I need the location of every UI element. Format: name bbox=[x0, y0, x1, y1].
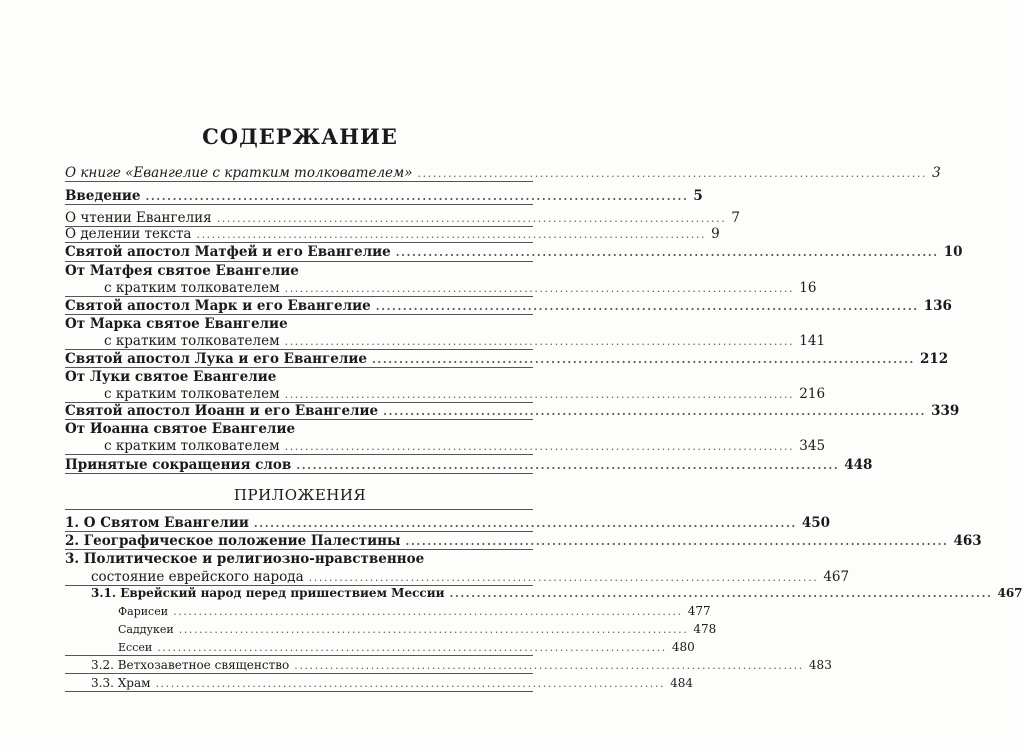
toc-entry-text: Святой апостол Иоанн и его Евангелие bbox=[65, 403, 379, 419]
appendix-entry[interactable]: 2. Географическое положение Палестины .................................................................................................... 463 bbox=[65, 533, 982, 549]
toc-entry-text: Святой апостол Марк и его Евангелие bbox=[65, 298, 371, 314]
appendix-entry-page: 483 bbox=[808, 658, 832, 672]
appendix-entry-page: 478 bbox=[693, 622, 717, 636]
toc-entry[interactable]: Святой апостол Матфей и его Евангелие .................................................................................................... 10 bbox=[65, 244, 963, 260]
appendix-entry-line1[interactable]: 3. Политическое и религиозно-нравственное bbox=[65, 551, 425, 567]
appendix-entry-page: 467 bbox=[997, 586, 1023, 600]
appendix-entry-page: 484 bbox=[670, 676, 694, 690]
appendix-entry[interactable]: Саддукеи .................................................................................................... 478 bbox=[118, 620, 483, 638]
toc-entry-text: О делении текста bbox=[65, 226, 192, 242]
toc-entry[interactable]: Принятые сокращения слов .................................................................................................... 448 bbox=[65, 457, 873, 473]
divider bbox=[65, 509, 533, 510]
appendix-entry-text: 3.3. Храм bbox=[91, 676, 151, 690]
appendix-entry-text: 3.1. Еврейский народ перед пришествием Мессии bbox=[91, 586, 445, 600]
contents-title: СОДЕРЖАНИЕ bbox=[202, 124, 398, 149]
appendix-entry[interactable]: 3.2. Ветхозаветное священство .................................................................................................... 483 bbox=[91, 658, 832, 672]
appendix-entry-text: Ессеи bbox=[118, 641, 153, 654]
toc-entry-page: 16 bbox=[799, 280, 817, 296]
toc-entry-text: О чтении Евангелия bbox=[65, 210, 212, 226]
toc-entry-text: с кратким толкователем bbox=[104, 333, 280, 349]
toc-entry[interactable]: с кратким толкователем .................................................................................................... 16 bbox=[104, 280, 817, 296]
toc-entry-line1[interactable]: От Матфея святое Евангелие bbox=[65, 263, 299, 279]
toc-entry-page: 345 bbox=[799, 438, 826, 454]
appendix-entry-text: 3.2. Ветхозаветное священство bbox=[91, 658, 290, 672]
appendix-entry[interactable]: 1. О Святом Евангелии .................................................................................................... 450 bbox=[65, 515, 831, 531]
toc-entry[interactable]: с кратким толкователем .................................................................................................... 141 bbox=[104, 333, 826, 349]
appendix-entry-text: состояние еврейского народа bbox=[91, 569, 304, 585]
toc-entry-page: 5 bbox=[693, 188, 703, 204]
appendix-entry-text: 1. О Святом Евангелии bbox=[65, 515, 249, 531]
appendix-entry-text: Саддукеи bbox=[118, 623, 174, 636]
toc-entry[interactable]: Святой апостол Лука и его Евангелие .................................................................................................... 212 bbox=[65, 351, 949, 367]
toc-entry-page: 10 bbox=[943, 244, 963, 260]
divider bbox=[65, 181, 533, 182]
divider bbox=[65, 454, 533, 455]
appendix-entry-text: Фарисеи bbox=[118, 605, 169, 618]
toc-entry[interactable]: О чтении Евангелия .................................................................................................... 7 bbox=[65, 210, 740, 226]
toc-entry[interactable]: Святой апостол Иоанн и его Евангелие .................................................................................................... 339 bbox=[65, 403, 960, 419]
toc-entry-line1[interactable]: От Иоанна святое Евангелие bbox=[65, 421, 296, 437]
toc-entry-page: 339 bbox=[931, 403, 960, 419]
toc-entry-text: О книге «Евангелие с кратким толкователем» bbox=[65, 165, 413, 181]
appendix-entry-page: 463 bbox=[953, 533, 982, 549]
toc-entry-page: 216 bbox=[799, 386, 826, 402]
toc-entry-page: 9 bbox=[711, 226, 720, 242]
toc-entry-text: Святой апостол Матфей и его Евангелие bbox=[65, 244, 391, 260]
toc-entry[interactable]: Святой апостол Марк и его Евангелие .................................................................................................... 136 bbox=[65, 298, 952, 314]
appendix-entry-text: 2. Географическое положение Палестины bbox=[65, 533, 401, 549]
toc-entry-line1[interactable]: От Луки святое Евангелие bbox=[65, 369, 277, 385]
appendix-entry-page: 480 bbox=[671, 640, 695, 654]
appendix-title: ПРИЛОЖЕНИЯ bbox=[233, 486, 367, 504]
toc-entry-text: Святой апостол Лука и его Евангелие bbox=[65, 351, 367, 367]
toc-entry[interactable]: с кратким толкователем .................................................................................................... 345 bbox=[104, 438, 826, 454]
toc-entry-line1[interactable]: От Марка святое Евангелие bbox=[65, 316, 288, 332]
toc-entry-page: 212 bbox=[919, 351, 949, 367]
toc-entry-text: Принятые сокращения слов bbox=[65, 457, 292, 473]
toc-entry-text: с кратким толкователем bbox=[104, 280, 280, 296]
appendix-entry[interactable]: 3.3. Храм .................................................................................................... 484 bbox=[91, 676, 694, 690]
toc-entry-text: с кратким толкователем bbox=[104, 386, 280, 402]
toc-entry-page: 7 bbox=[731, 210, 740, 226]
appendix-entry-page: 467 bbox=[823, 569, 850, 585]
appendix-entry-page: 450 bbox=[801, 515, 831, 531]
appendix-entry[interactable]: Фарисеи .................................................................................................... 477 bbox=[118, 602, 483, 620]
toc-entry-text: с кратким толкователем bbox=[104, 438, 280, 454]
toc-entry[interactable]: Введение .................................................................................................... 5 bbox=[65, 188, 703, 204]
toc-entry[interactable]: О делении текста .................................................................................................... 9 bbox=[65, 226, 720, 242]
appendix-entry-page: 477 bbox=[687, 604, 711, 618]
toc-entry-page: 136 bbox=[923, 298, 952, 314]
toc-entry-page: 3 bbox=[932, 165, 941, 181]
appendix-entry[interactable]: 3.1. Еврейский народ перед пришествием Мессии .................................................................................................... 467 bbox=[91, 586, 1023, 600]
divider bbox=[65, 204, 533, 205]
toc-entry[interactable]: О книге «Евангелие с кратким толкователем» .................................................................................................... 3 bbox=[65, 165, 941, 181]
toc-entry[interactable]: с кратким толкователем .................................................................................................... 216 bbox=[104, 386, 826, 402]
toc-entry-page: 141 bbox=[799, 333, 826, 349]
divider bbox=[65, 691, 533, 692]
appendix-entry[interactable]: Ессеи .................................................................................................... 480 bbox=[118, 638, 483, 656]
divider bbox=[65, 473, 533, 474]
appendix-entry[interactable]: состояние еврейского народа .................................................................................................... 467 bbox=[91, 569, 850, 585]
toc-entry-text: Введение bbox=[65, 188, 141, 204]
toc-entry-page: 448 bbox=[844, 457, 873, 473]
